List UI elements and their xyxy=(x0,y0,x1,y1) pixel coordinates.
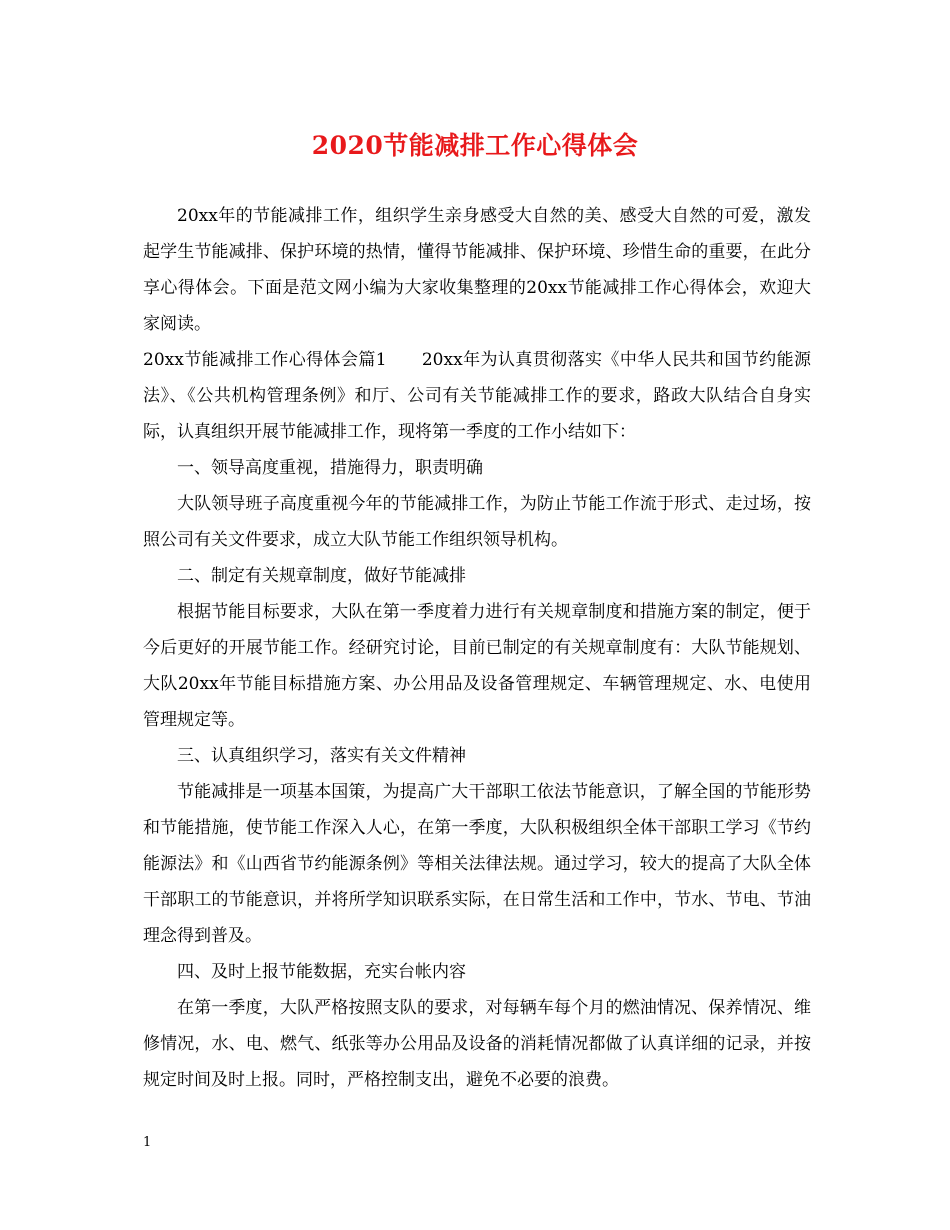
paragraph-intro: 20xx年的节能减排工作，组织学生亲身感受大自然的美、感受大自然的可爱，激发起学生节能减排、保护环境的热情，懂得节能减排、保护环境、珍惜生命的重要，在此分享心得体会。下面是范文网小编为大家收集整理的20xx节能减排工作心得体会，欢迎大家阅读。 xyxy=(143,206,811,334)
paragraph-section-1: 大队领导班子高度重视今年的节能减排工作，为防止节能工作流于形式、走过场，按照公司有关文件要求，成立大队节能工作组织领导机构。 xyxy=(143,494,811,550)
document-body xyxy=(143,198,811,1098)
paragraph-section-4: 在第一季度，大队严格按照支队的要求，对每辆车每个月的燃油情况、保养情况、维修情况，水、电、燃气、纸张等办公用品及设备的消耗情况都做了认真详细的记录，并按规定时间及时上报。同时，严格控制支出，避免不必要的浪费。 xyxy=(143,998,811,1090)
section-heading-2: 二、制定有关规章制度，做好节能减排 xyxy=(177,566,466,586)
section-heading-4: 四、及时上报节能数据，充实台帐内容 xyxy=(177,962,466,982)
paragraph-article-heading: 20xx节能减排工作心得体会篇1 20xx年为认真贯彻落实《中华人民共和国节约能源法》、《公共机构管理条例》和厅、公司有关节能减排工作的要求，路政大队结合自身实际，认真组织开展节能减排工作，现将第一季度的工作小结如下： xyxy=(143,350,811,442)
page-number: 1 xyxy=(143,1135,152,1150)
paragraph-section-2: 根据节能目标要求，大队在第一季度着力进行有关规章制度和措施方案的制定，便于今后更好的开展节能工作。经研究讨论，目前已制定的有关规章制度有：大队节能规划、大队20xx年节能目标措施方案、办公用品及设备管理规定、车辆管理规定、水、电使用管理规定等。 xyxy=(143,602,811,730)
paragraph-section-3: 节能减排是一项基本国策，为提高广大干部职工依法节能意识，了解全国的节能形势和节能措施，使节能工作深入人心，在第一季度，大队积极组织全体干部职工学习《节约能源法》和《山西省节约能源条例》等相关法律法规。通过学习，较大的提高了大队全体干部职工的节能意识，并将所学知识联系实际，在日常生活和工作中，节水、节电、节油理念得到普及。 xyxy=(143,782,811,946)
document-title: 2020节能减排工作心得体会 xyxy=(311,131,639,160)
section-heading-1: 一、领导高度重视，措施得力，职责明确 xyxy=(177,458,483,478)
section-heading-3: 三、认真组织学习，落实有关文件精神 xyxy=(177,746,466,766)
